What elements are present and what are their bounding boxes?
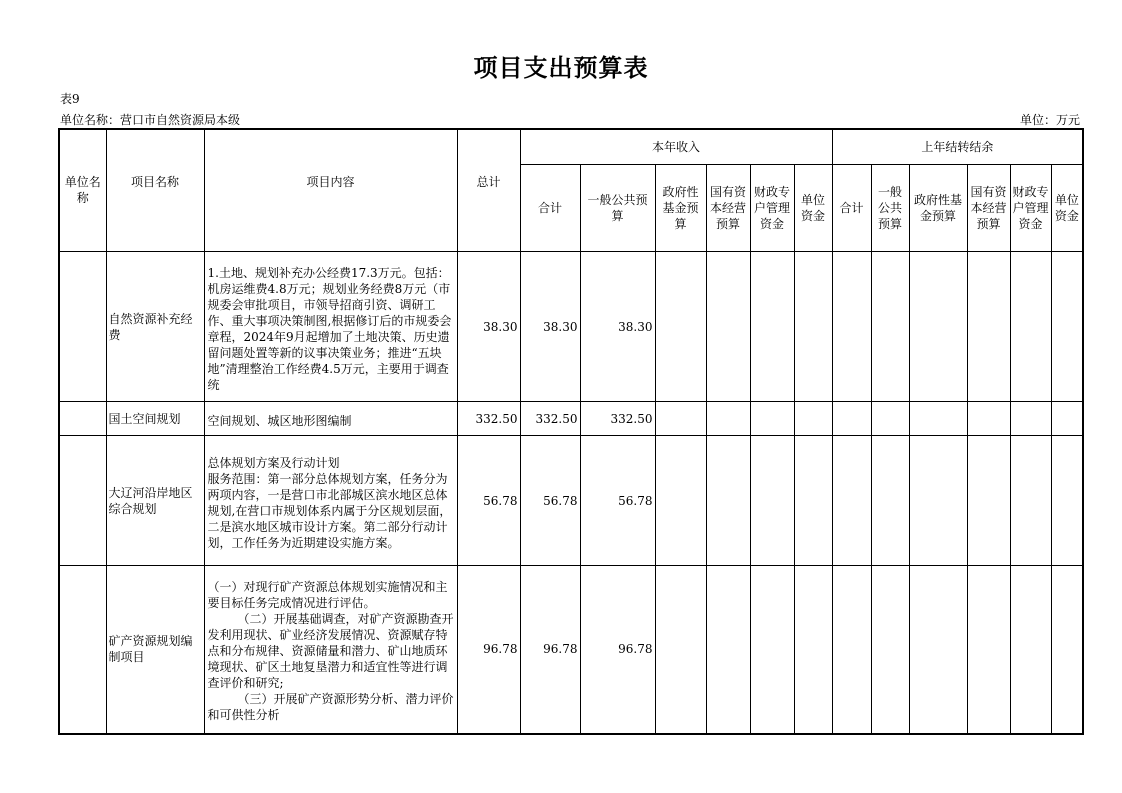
row-unit-cell xyxy=(59,436,106,566)
row-prior-gov-fund xyxy=(909,566,967,734)
row-current-special-account xyxy=(750,566,794,734)
row-prior-gov-fund xyxy=(909,252,967,402)
header-current-general-public: 一般公共预算 xyxy=(580,165,655,252)
row-current-gov-fund xyxy=(655,402,706,436)
row-project-content xyxy=(204,252,457,402)
header-current-special-account: 财政专户管理资金 xyxy=(750,165,794,252)
row-current-unit-fund xyxy=(794,252,832,402)
header-prior-special-account: 财政专户管理资金 xyxy=(1010,165,1051,252)
header-carryover: 上年结转结余 xyxy=(832,129,1083,165)
row-prior-sum xyxy=(832,252,871,402)
row-prior-sum xyxy=(832,402,871,436)
row-unit-cell xyxy=(59,252,106,402)
header-project-content: 项目内容 xyxy=(204,129,457,252)
page-title: 项目支出预算表 xyxy=(473,54,649,82)
row-prior-special-account xyxy=(1010,436,1051,566)
header-prior-state-capital: 国有资本经营预算 xyxy=(967,165,1010,252)
row-prior-general-public xyxy=(871,436,909,566)
content-paragraph: 服务范围：第一部分总体规划方案，任务分为两项内容，一是营口市北部城区滨水地区总体规划,在营口市规划体系内属于分区规划层面，二是滨水地区城市设计方案。第二部分行动计划，工作任务为近期建设实施方案。 xyxy=(207,471,452,550)
row-prior-special-account xyxy=(1010,252,1051,402)
content-paragraph: 1.土地、规划补充办公经费17.3万元。包括：机房运维费4.8万元；规划业务经费8万元（市规委会审批项目，市领导招商引资、调研工作、重大事项决策制图,根据修订后的市规委会章程，2024年9月起增加了土地决策、历史遗留问题处置等新的议事决策业务；推进“五块地”清理整治工作经费4.5万元，主要用于调查统 xyxy=(207,265,452,392)
row-project-name: 自然资源补充经费 xyxy=(106,252,204,402)
content-paragraph: （二）开展基础调查，对矿产资源勘查开发利用现状、矿业经济发展情况、资源赋存特点和分布规律、资源储量和潜力、矿山地质环境现状、矿区土地复垦潜力和适宜性等进行调查评价和研究; xyxy=(207,612,454,691)
row-current-gov-fund xyxy=(655,252,706,402)
header-current-sum: 合计 xyxy=(520,165,580,252)
row-prior-special-account xyxy=(1010,566,1051,734)
row-prior-sum xyxy=(832,436,871,566)
row-current-sum: 38.30 xyxy=(520,252,580,402)
row-total: 38.30 xyxy=(457,252,520,402)
row-unit-cell xyxy=(59,402,106,436)
row-project-name: 大辽河沿岸地区综合规划 xyxy=(106,436,204,566)
row-current-sum: 332.50 xyxy=(520,402,580,436)
row-current-gov-fund xyxy=(655,566,706,734)
row-current-unit-fund xyxy=(794,566,832,734)
table-row xyxy=(59,566,1083,734)
row-project-name: 矿产资源规划编制项目 xyxy=(106,566,204,734)
content-paragraph: 总体规划方案及行动计划 xyxy=(207,455,340,470)
row-prior-state-capital xyxy=(967,436,1010,566)
row-current-general-public: 96.78 xyxy=(580,566,655,734)
row-current-general-public: 38.30 xyxy=(580,252,655,402)
header-prior-general-public: 一般公共预算 xyxy=(871,165,909,252)
table-row xyxy=(59,252,1083,402)
row-current-state-capital xyxy=(706,566,750,734)
unit-name-label: 单位名称：营口市自然资源局本级 xyxy=(60,113,241,127)
unit-measure-label: 单位：万元 xyxy=(1019,113,1080,127)
row-prior-state-capital xyxy=(967,566,1010,734)
header-prior-gov-fund: 政府性基金预算 xyxy=(909,165,967,252)
row-total: 332.50 xyxy=(457,402,520,436)
table-row xyxy=(59,436,1083,566)
row-prior-unit-fund xyxy=(1051,252,1083,402)
header-prior-sum: 合计 xyxy=(832,165,871,252)
row-project-name: 国土空间规划 xyxy=(106,402,204,436)
row-current-special-account xyxy=(750,436,794,566)
row-total: 56.78 xyxy=(457,436,520,566)
row-current-sum: 56.78 xyxy=(520,436,580,566)
header-current-state-capital: 国有资本经营预算 xyxy=(706,165,750,252)
row-prior-general-public xyxy=(871,402,909,436)
row-prior-unit-fund xyxy=(1051,402,1083,436)
row-current-state-capital xyxy=(706,436,750,566)
row-current-gov-fund xyxy=(655,436,706,566)
row-current-general-public: 56.78 xyxy=(580,436,655,566)
row-current-sum: 96.78 xyxy=(520,566,580,734)
row-prior-gov-fund xyxy=(909,402,967,436)
row-unit-cell xyxy=(59,566,106,734)
row-current-state-capital xyxy=(706,252,750,402)
row-current-unit-fund xyxy=(794,402,832,436)
row-prior-state-capital xyxy=(967,402,1010,436)
content-paragraph: 空间规划、城区地形图编制 xyxy=(207,413,352,428)
header-current-gov-fund: 政府性基金预算 xyxy=(655,165,706,252)
row-prior-special-account xyxy=(1010,402,1051,436)
budget-table xyxy=(58,128,1084,735)
row-prior-sum xyxy=(832,566,871,734)
header-current-income: 本年收入 xyxy=(520,129,832,165)
row-project-content xyxy=(204,402,457,436)
row-prior-unit-fund xyxy=(1051,566,1083,734)
content-paragraph: （三）开展矿产资源形势分析、潜力评价和可供性分析 xyxy=(207,692,454,723)
row-current-special-account xyxy=(750,252,794,402)
header-total: 总计 xyxy=(457,129,520,252)
table-number: 表9 xyxy=(60,92,80,106)
row-project-content xyxy=(204,566,457,734)
row-current-state-capital xyxy=(706,402,750,436)
header-project-name: 项目名称 xyxy=(106,129,204,252)
row-current-unit-fund xyxy=(794,436,832,566)
row-prior-unit-fund xyxy=(1051,436,1083,566)
row-current-general-public: 332.50 xyxy=(580,402,655,436)
header-prior-unit-fund: 单位资金 xyxy=(1051,165,1083,252)
row-project-content xyxy=(204,436,457,566)
row-prior-gov-fund xyxy=(909,436,967,566)
row-prior-general-public xyxy=(871,252,909,402)
row-total: 96.78 xyxy=(457,566,520,734)
row-prior-general-public xyxy=(871,566,909,734)
table-row xyxy=(59,402,1083,436)
row-current-special-account xyxy=(750,402,794,436)
header-current-unit-fund: 单位资金 xyxy=(794,165,832,252)
row-prior-state-capital xyxy=(967,252,1010,402)
header-unit-name: 单位名称 xyxy=(59,129,106,252)
content-paragraph: （一）对现行矿产资源总体规划实施情况和主要目标任务完成情况进行评估。 xyxy=(207,580,448,611)
